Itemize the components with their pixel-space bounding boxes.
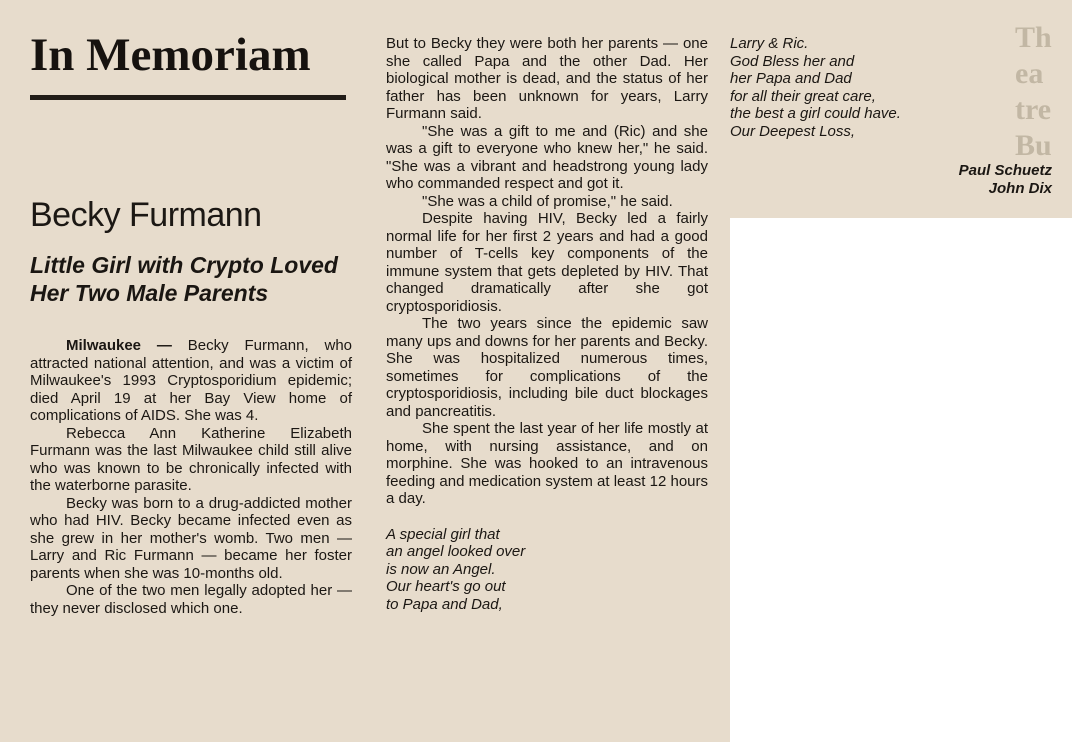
memorial-poem-part-2 (730, 35, 1052, 140)
paragraph: "She was a child of promise," he said. (422, 192, 673, 210)
bleed-through-text: Th ea tre Bu (1015, 21, 1052, 162)
poem-line: the best a girl could have. (730, 105, 901, 122)
poem-line: Our heart's go out (386, 578, 506, 595)
paragraph: Becky was born to a drug-addicted mother who had HIV. Becky became infected even as she grew in her mother's womb. Two men — Larry and Ric Furmann — became her foster parents when she was 10-months old. (30, 494, 352, 582)
paragraph: But to Becky they were both her parents — one she called Papa and the other Dad. Her biological mother is dead, and the status of her father has been unknown for years, Larry Furmann said. (386, 35, 708, 122)
article-subhead: Little Girl with Crypto Loved Her Two Male Parents (30, 252, 338, 306)
column-1-body (30, 337, 352, 617)
signature-name: Paul Schuetz (958, 162, 1052, 179)
paragraph: Rebecca Ann Katherine Elizabeth Furmann was the last Milwaukee child still alive who was known to be chronically infected with the waterborne parasite. (30, 424, 352, 494)
poem-line: Our Deepest Loss, (730, 122, 856, 140)
signature-name: John Dix (988, 180, 1052, 197)
poem-line: her Papa and Dad (730, 70, 852, 87)
section-heading: In Memoriam (30, 29, 311, 81)
poem-line: for all their great care, (730, 87, 876, 105)
column-2-body (386, 35, 708, 508)
paragraph: The two years since the epidemic saw many ups and downs for her parents and Becky. She was hospitalized numerous times, sometimes for complications of the cryptosporidiosis, including bile duct blockages and pancreatitis. (386, 315, 708, 420)
paragraph: "She was a gift to me and (Ric) and she was a gift to everyone who knew her," he said. "She was a vibrant and headstrong young lady who commanded respect and got it. (386, 122, 708, 192)
column-2 (386, 35, 708, 613)
paragraph: Despite having HIV, Becky led a fairly normal life for her first 2 years and had a good number of T-cells key components of the immune system that gets depleted by HIV. That changed dramatically after she got cryptosporidiosis. (386, 210, 708, 315)
paragraph: One of the two men legally adopted her — they never disclosed which one. (30, 582, 352, 617)
signatures (730, 162, 1052, 198)
column-3 (730, 35, 1052, 198)
poem-line: is now an Angel. (386, 560, 496, 578)
poem-line: to Papa and Dad, (386, 595, 503, 613)
poem-line: an angel looked over (386, 543, 526, 560)
heading-rule (30, 95, 346, 100)
blank-area (730, 218, 1072, 742)
memorial-poem-part-1 (386, 526, 708, 614)
poem-line: God Bless her and (730, 52, 855, 70)
poem-line: A special girl that (386, 525, 500, 543)
poem-line: Larry & Ric. (730, 35, 809, 52)
paragraph: She spent the last year of her life mostly at home, with nursing assistance, and on morphine. She was hooked to an intravenous feeding and medication system at least 12 hours a day. (386, 420, 708, 507)
obituary-name: Becky Furmann (30, 196, 262, 234)
dateline: Milwaukee — (66, 337, 172, 354)
paragraph: Milwaukee — Becky Furmann, who attracted national attention, and was a victim of Milwaukee's 1993 Cryptosporidium epidemic; died April 19 at her Bay View home of complications of AIDS. She was 4. (30, 337, 352, 424)
column-1 (30, 25, 352, 617)
